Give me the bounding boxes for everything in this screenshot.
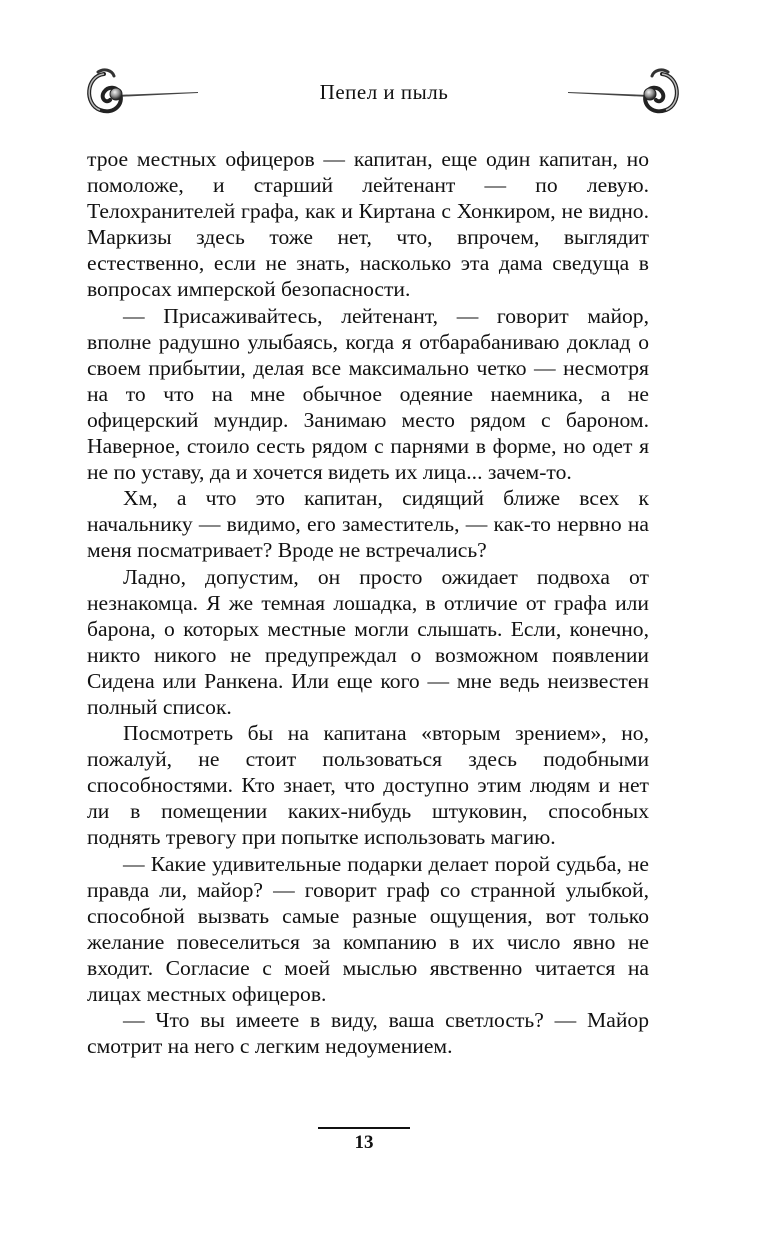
paragraph: — Что вы имеете в виду, ваша светлость? — Майор смотрит на него с легким недоумением. — [87, 1008, 649, 1059]
page-body — [87, 146, 649, 1059]
scroll-ornament-right-icon — [566, 62, 686, 122]
paragraph: — Присаживайтесь, лейтенант, — говорит майор, вполне радушно улыбаясь, когда я отбарабаниваю доклад о своем прибытии, делая все максимально четко — несмотря на то что на мне обычное одеяние наемника, а не офицерский мундир. Занимаю место рядом с бароном. Наверное, стоило сесть рядом с парнями в форме, но одет я не по уставу, да и хочется видеть их лица... зачем-то. — [87, 303, 649, 485]
paragraph-continued: трое местных офицеров — капитан, еще один капитан, но помоложе, и старший лейтенант — по левую. Телохранителей графа, как и Киртана с Хонкиром, не видно. Маркизы здесь тоже нет, что, впрочем, выглядит естественно, если не знать, насколько эта дама сведуща в вопросах имперской безопасности. — [87, 147, 649, 302]
footer-rule — [318, 1127, 410, 1129]
paragraph: Хм, а что это капитан, сидящий ближе всех к начальнику — видимо, его заместитель, — как-то нервно на меня посматривает? Вроде не встречались? — [87, 486, 649, 563]
running-header — [0, 62, 768, 122]
paragraph: Посмотреть бы на капитана «вторым зрением», но, пожалуй, не стоит пользоваться здесь подобными способностями. Кто знает, что доступно этим людям и нет ли в помещении каких-нибудь штуковин, способных поднять тревогу при попытке использовать магию. — [87, 721, 649, 850]
paragraph: Ладно, допустим, он просто ожидает подвоха от незнакомца. Я же темная лошадка, в отличие от графа или барона, о которых местные могли слышать. Если, конечно, никто никого не предупреждал о возможном появлении Сидена или Ранкена. Или еще кого — мне ведь неизвестен полный список. — [87, 564, 649, 719]
page-number: 13 — [354, 1132, 374, 1153]
running-title: Пепел и пыль — [319, 80, 449, 104]
paragraph: — Какие удивительные подарки делает порой судьба, не правда ли, майор? — говорит граф со странной улыбкой, способной вызвать самые разные ощущения, вот только желание повеселиться за компанию в их число явно не входит. Согласие с моей мыслью явственно читается на лицах местных офицеров. — [87, 851, 649, 1006]
